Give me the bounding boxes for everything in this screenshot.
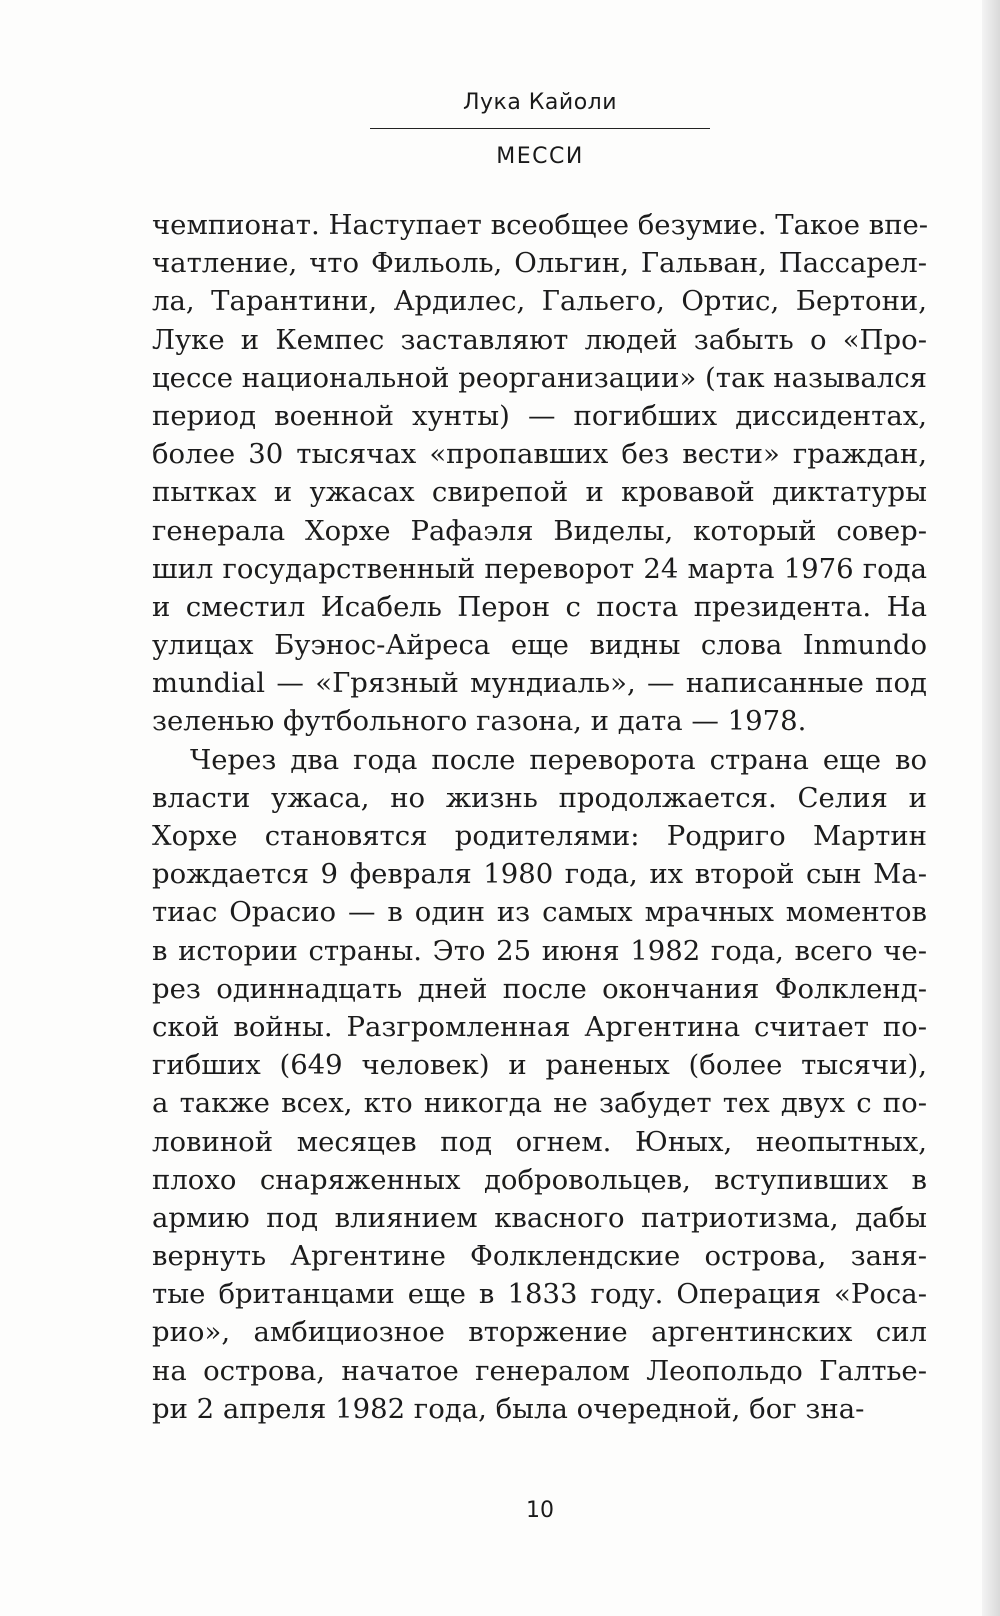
text-line: генерала Хорхе Рафаэля Виделы, который совер- [152,514,927,547]
text-line: ловиной месяцев под огнем. Юных, неопытных, [152,1125,927,1158]
text-line: пытках и ужасах свирепой и кровавой диктатуры [152,476,927,509]
text-line: рез одиннадцать дней после окончания Фолкленд- [152,972,927,1005]
running-head-rule [370,128,710,129]
text-line: зеленью футбольного газона, и дата — 1978. [152,705,807,738]
text-line: вернуть Аргентине Фолклендские острова, заня- [152,1240,927,1273]
text-line: более 30 тысячах «пропавших без вести» граждан, [152,438,927,471]
text-line: тые британцами еще в 1833 году. Операция «Роса- [152,1278,927,1311]
running-head-author: Лука Кайоли [462,90,618,115]
text-line: Хорхе становятся родителями: Родриго Мартин [152,820,927,852]
page-edge-shadow [982,0,1000,1616]
text-line: Луке и Кемпес заставляют людей забыть о «Про- [152,323,927,356]
text-line: mundial — «Грязный мундиаль», — написанные под [152,667,927,700]
text-line: цессе национальной реорганизации» (так назывался [152,361,927,394]
text-line: улицах Буэнос-Айреса еще видны слова Inmundo [152,629,927,662]
text-line: Через два года после переворота страна еще во [190,743,927,776]
paragraph [152,741,927,1428]
running-head [370,88,710,171]
text-line: власти ужаса, но жизнь продолжается. Селия и [152,781,927,814]
text-line: ла, Тарантини, Ардилес, Гальего, Ортис, Бертони, [152,285,927,318]
page-number: 10 [526,1498,554,1523]
text-line: плохо снаряженных добровольцев, вступивших в [152,1163,927,1196]
text-line: ской войны. Разгромленная Аргентина считает по- [152,1010,927,1043]
body-text [152,206,927,1428]
text-line: на острова, начатое генералом Леопольдо Галтье- [152,1354,927,1387]
text-line: рио», амбициозное вторжение аргентинских сил [152,1316,927,1349]
text-line: ри 2 апреля 1982 года, была очередной, бог зна- [152,1392,865,1425]
text-line: а также всех, кто никогда не забудет тех двух с по- [152,1087,927,1120]
text-line: в истории страны. Это 25 июня 1982 года, всего че- [152,934,927,967]
text-line: период военной хунты) — погибших диссидентах, [152,399,927,432]
text-line: шил государственный переворот 24 марта 1976 года [152,552,927,585]
text-line: армию под влиянием квасного патриотизма, дабы [152,1201,927,1234]
text-line: тиас Орасио — в один из самых мрачных моментов [152,896,927,929]
text-line: чатление, что Фильоль, Ольгин, Гальван, Пассарел- [152,247,927,280]
text-line: рождается 9 февраля 1980 года, их второй сын Ма- [152,858,927,891]
text-line: и сместил Исабель Перон с поста президента. На [152,590,927,623]
text-line: чемпионат. Наступает всеобщее безумие. Такое впе- [152,209,929,241]
running-head-title: МЕССИ [496,144,584,169]
text-line: гибших (649 человек) и раненых (более тысячи), [152,1049,927,1082]
paragraph [152,206,927,741]
